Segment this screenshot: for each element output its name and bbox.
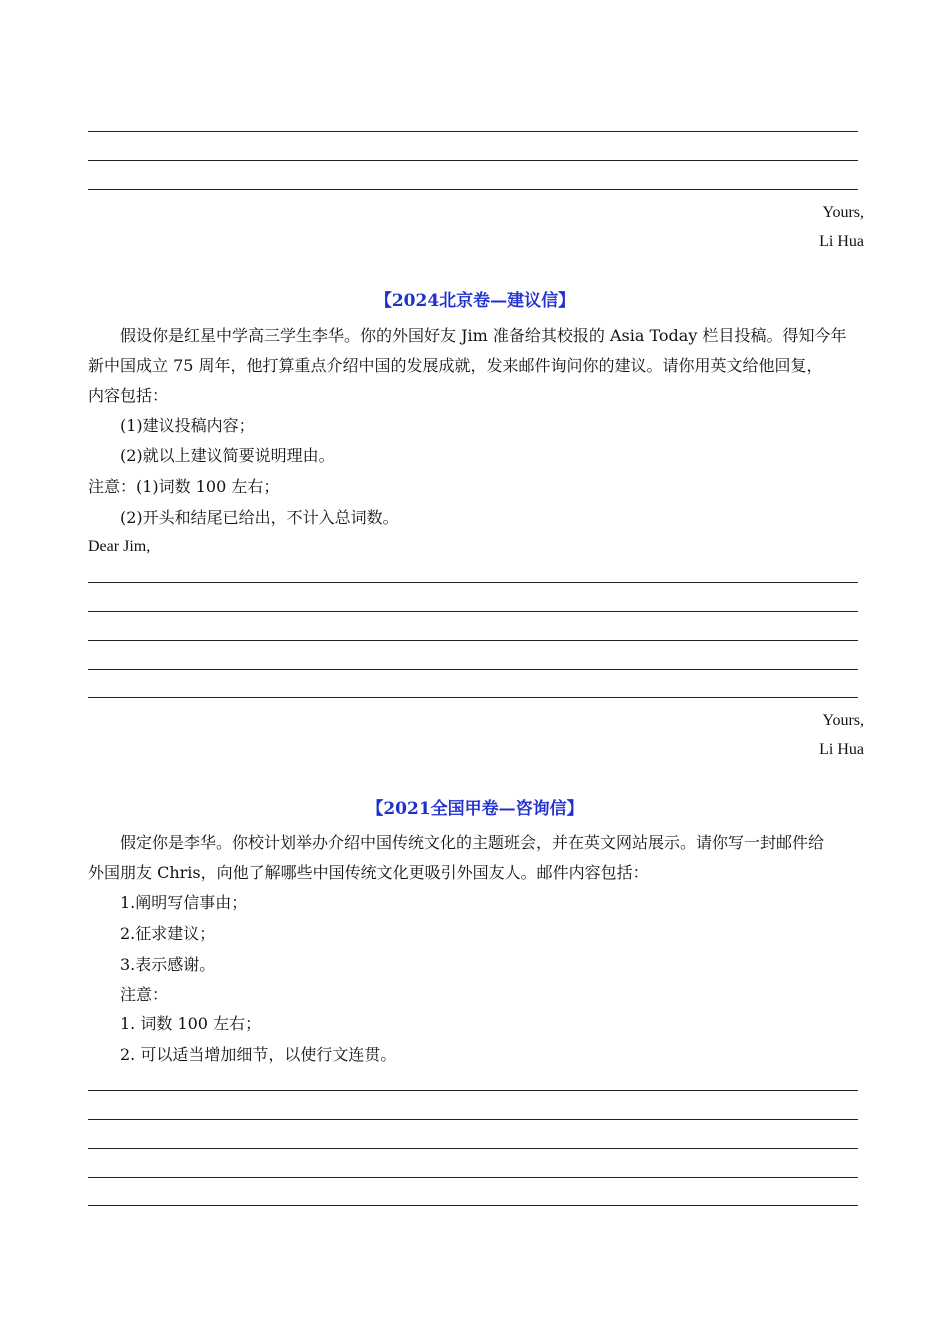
writing-line [88, 189, 858, 190]
writing-line [88, 1205, 858, 1206]
prompt-text: 假设你是红星中学高三学生李华。你的外国好友 Jim 准备给其校报的 Asia Today 栏目投稿。得知今年 [120, 326, 847, 345]
writing-line [88, 582, 858, 583]
prompt-text: 新中国成立 75 周年，他打算重点介绍中国的发展成就，发来邮件询问你的建议。请你用英文给他回复， [88, 356, 823, 375]
letter-signature: Li Hua [819, 233, 864, 250]
writing-line [88, 697, 858, 698]
prompt-note: (2)开头和结尾已给出，不计入总词数。 [120, 508, 399, 527]
prompt-point: 3.表示感谢。 [120, 955, 216, 974]
writing-line [88, 1177, 858, 1178]
prompt-text: 假定你是李华。你校计划举办介绍中国传统文化的主题班会，并在英文网站展示。请你写一封邮件给 [120, 833, 825, 852]
prompt-note: 注意：(1)词数 100 左右； [88, 477, 280, 496]
writing-line [88, 131, 858, 132]
writing-line [88, 611, 858, 612]
letter-signature: Li Hua [819, 741, 864, 758]
prompt-point: (2)就以上建议简要说明理由。 [120, 446, 335, 465]
prompt-point: 1.阐明写信事由； [120, 893, 248, 912]
prompt-note-label: 注意： [120, 985, 169, 1004]
writing-line [88, 1119, 858, 1120]
section-title-2021-national: 【2021全国甲卷—咨询信】 [366, 799, 584, 819]
prompt-point: 2.征求建议； [120, 924, 216, 943]
prompt-note: 2. 可以适当增加细节，以使行文连贯。 [120, 1045, 397, 1064]
prompt-point: (1)建议投稿内容； [120, 416, 255, 435]
prompt-text: 内容包括： [88, 386, 169, 405]
prompt-note: 1. 词数 100 左右； [120, 1014, 262, 1033]
letter-greeting: Dear Jim, [88, 538, 151, 555]
writing-line [88, 1148, 858, 1149]
section-title-2024-beijing: 【2024北京卷—建议信】 [374, 291, 576, 311]
prompt-text: 外国朋友 Chris，向他了解哪些中国传统文化更吸引外国友人。邮件内容包括： [88, 863, 649, 882]
writing-line [88, 640, 858, 641]
letter-closing: Yours, [822, 204, 864, 221]
writing-line [88, 1090, 858, 1091]
writing-line [88, 160, 858, 161]
letter-closing: Yours, [822, 712, 864, 729]
writing-line [88, 669, 858, 670]
